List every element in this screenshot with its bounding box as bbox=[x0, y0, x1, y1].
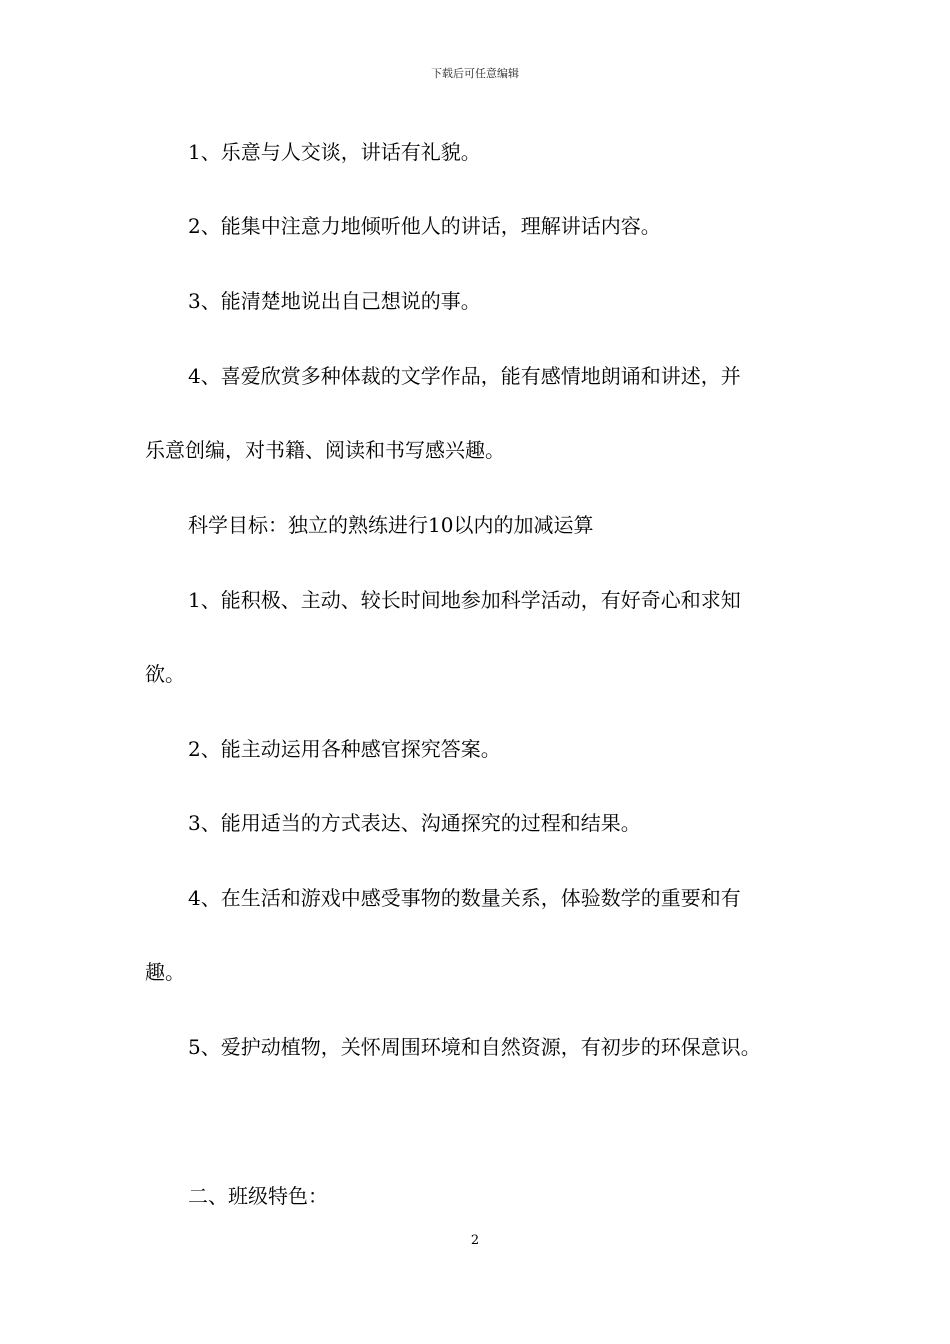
paragraph-line: 3、能清楚地说出自己想说的事。 bbox=[188, 289, 481, 313]
page-number: 2 bbox=[470, 1233, 480, 1248]
paragraph-line: 1、能积极、主动、较长时间地参加科学活动，有好奇心和求知 bbox=[188, 588, 741, 612]
paragraph-line: 乐意创编，对书籍、阅读和书写感兴趣。 bbox=[145, 438, 505, 462]
paragraph-line: 1、乐意与人交谈，讲话有礼貌。 bbox=[188, 140, 481, 164]
paragraph-line: 欲。 bbox=[145, 662, 185, 686]
paragraph-line: 4、在生活和游戏中感受事物的数量关系，体验数学的重要和有 bbox=[188, 886, 741, 910]
paragraph-line: 3、能用适当的方式表达、沟通探究的过程和结果。 bbox=[188, 811, 641, 835]
section-heading: 科学目标：独立的熟练进行10以内的加减运算 bbox=[188, 513, 594, 537]
page-header: 下载后可任意编辑 bbox=[431, 67, 519, 80]
section-heading: 二、班级特色： bbox=[188, 1184, 328, 1208]
paragraph-line: 趣。 bbox=[145, 960, 185, 984]
paragraph-line: 5、爱护动植物，关怀周围环境和自然资源，有初步的环保意识。 bbox=[188, 1035, 761, 1059]
paragraph-line: 4、喜爱欣赏多种体裁的文学作品，能有感情地朗诵和讲述，并 bbox=[188, 364, 741, 388]
paragraph-line: 2、能集中注意力地倾听他人的讲话，理解讲话内容。 bbox=[188, 214, 661, 238]
paragraph-line: 2、能主动运用各种感官探究答案。 bbox=[188, 737, 501, 761]
